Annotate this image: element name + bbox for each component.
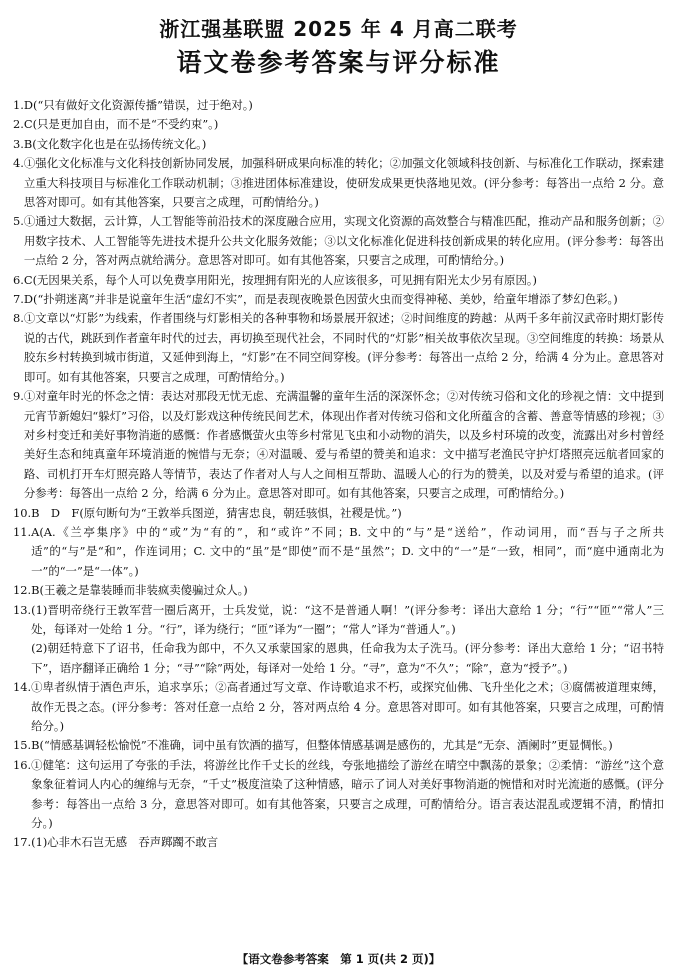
answer-paragraph: (1)心非木石岂无感 吞声踯躅不敢言 <box>31 835 219 850</box>
answer-paragraph: (2)朝廷特意下了诏书，任命我为郎中，不久又承蒙国家的恩典，任命我为太子洗马。(评分参考：译出大意给 1 分；“诏书特下”，语序翻译正确给 1 分；“寻”“除”两处，每译对一处给 1 分。“寻”，意为“不久”；“除”，意为“授予”。) <box>31 641 664 675</box>
answer-paragraph: ①强化文化标准与文化科技创新协同发展，加强科研成果向标准的转化；②加强文化领域科技创新、与标准化工作联动，探索建立重大科技项目与标准化工作联动机制；③推进团体标准建设，使研发成果更快落地见效。(评分参考：每答出一点给 2 分。意思答对即可。如有其他答案，只要言之成理，可酌情给分。) <box>23 156 664 210</box>
answer-number: 1. <box>13 98 24 112</box>
answer-paragraph: ①对童年时光的怀念之情：表达对那段无忧无虑、充满温馨的童年生活的深深怀念；②对传统习俗和文化的珍视之情：文中提到元宵节新媳妇“躲灯”习俗，以及灯影戏这种传统民间艺术，体现出作者对传统习俗和文化所蕴含的含蓄、善意等情感的珍视；③对乡村变迁和美好事物消逝的感慨：作者感慨萤火虫等乡村常见飞虫和小动物的消失，以及乡村环境的改变，流露出对乡村曾经美好生态和纯真童年环境消逝的惋惜与无奈；④对温暖、爱与希望的赞美和追求：文中描写老渔民守护灯塔照亮远航者回家的路、司机打开车灯照亮路人等情节，表达了作者对人与人之间相互帮助、温暖人心的行为的赞美，以及对爱与希望的追求。(评分参考：每答出一点给 2 分，给满 6 分为止。意思答对即可。如有其他答案，只要言之成理，可酌情给分。) <box>23 389 664 501</box>
answer-number: 5. <box>13 214 24 229</box>
answer-number: 12. <box>13 583 32 598</box>
answer-paragraph: (1)晋明帝绕行王敦军营一圈后离开，士兵发觉，说：“这不是普通人啊！”(评分参考：译出大意给 1 分；“行”“匝”“常人”三处，每译对一处给 1 分。“行”，译为绕行；“匝”译为“一圈”；“常人”译为“普通人”。) <box>31 602 664 636</box>
answer-list <box>13 96 664 853</box>
answer-number: 4. <box>13 156 24 171</box>
answer-number: 16. <box>13 757 32 772</box>
answer-number: 11. <box>13 524 32 539</box>
answer-text <box>24 290 664 309</box>
answer-text <box>24 154 664 212</box>
answer-text <box>24 387 664 503</box>
answer-paragraph: C(无因果关系，每个人可以免费享用阳光，按理拥有阳光的人应该很多，可见拥有阳光太少另有原因。) <box>23 272 537 287</box>
answer-text <box>31 756 664 834</box>
answer-paragraph: A(A.《兰亭集序》中的“或”为“有的”，和“或许”不同；B. 文中的“与”是“送给”，作动词用，而“吾与子之所共适”的“与”是“和”，作连词用；C. 文中的“虽”是“即使”而不是“虽然”；D. 文中的“一”是“一致，相同”，而“庭中通南北为一”的“一”是“一体”。) <box>31 524 664 578</box>
page-header <box>13 16 664 80</box>
answer-number: 7. <box>13 292 24 307</box>
answer-item <box>13 135 664 154</box>
answer-paragraph: B(王羲之是靠装睡而非装疯卖傻骗过众人。) <box>31 583 248 598</box>
answer-item <box>13 271 664 290</box>
answer-text <box>31 504 664 523</box>
answer-text <box>31 523 664 581</box>
answer-paragraph: B(文化数字化也是在弘扬传统文化。) <box>23 136 207 151</box>
answer-text <box>24 96 664 115</box>
answer-key-page <box>0 16 677 978</box>
answer-item <box>13 504 664 523</box>
answer-number: 15. <box>13 738 32 753</box>
answer-item <box>13 290 664 309</box>
answer-item <box>13 387 664 503</box>
answer-text <box>31 736 664 755</box>
answer-number: 9. <box>13 389 24 404</box>
answer-paragraph: B(“情感基调轻松愉悦”不准确，词中虽有饮酒的描写，但整体情感基调是感伤的，尤其是“无奈、酒阑时”更显惆怅。) <box>31 738 613 753</box>
answer-text <box>31 601 664 679</box>
answer-text <box>24 135 664 154</box>
exam-title: 浙江强基联盟 2025 年 4 月高二联考 <box>159 17 518 41</box>
answer-item <box>13 212 664 270</box>
answer-number: 13. <box>13 602 32 617</box>
answer-item <box>13 154 664 212</box>
answer-number: 6. <box>13 272 24 287</box>
answer-text <box>24 309 664 387</box>
answer-item <box>13 581 664 600</box>
answer-number: 3. <box>13 136 24 151</box>
answer-item <box>13 736 664 755</box>
answer-number: 14. <box>13 680 32 695</box>
answer-number: 10. <box>13 505 32 520</box>
answer-paragraph: ①文章以“灯影”为线索，作者围绕与灯影相关的各种事物和场景展开叙述；②时间维度的跨越：从两千多年前汉武帝时期灯影传说的古代，跳跃到作者童年时代的过去，再切换至现代社会，不同时代的“灯影”相关故事依次呈现。③空间维度的转换：场景从胶东乡村转换到城市街道，又延伸到海上，“灯影”在不同空间穿梭。(评分参考：每答出一点给 2 分，给满 4 分为止。意思答对即可。如有其他答案，只要言之成理，可酌情给分。) <box>23 311 664 384</box>
answer-number: 2. <box>13 117 24 132</box>
answer-paragraph: C(只是更加自由，而不是“不受约束”。) <box>23 117 219 132</box>
answer-paragraph: ①健笔：这句运用了夸张的手法，将游丝比作千丈长的丝线，夸张地描绘了游丝在晴空中飘荡的景象；②柔情：“游丝”这个意象象征着词人内心的缠绵与无奈，“千丈”极度渲染了这种情感，暗示了词人对美好事物消逝的惋惜和对时光流逝的感慨。(评分参考：每答出一点给 3 分，意思答对即可。如有其他答案，只要言之成理，可酌情给分。语言表达混乱或逻辑不清，酌情扣分。) <box>31 757 664 831</box>
answer-text <box>24 271 664 290</box>
answer-item <box>13 96 664 115</box>
answer-item <box>13 115 664 134</box>
answer-number: 8. <box>13 311 24 326</box>
answer-item <box>13 833 664 852</box>
answer-item <box>13 756 664 834</box>
answer-text <box>24 212 664 270</box>
answer-paragraph: B D F(原句断句为“王敦举兵图逆，猜害忠良，朝廷骇惧，社稷是忧。”) <box>31 505 402 520</box>
answer-text <box>31 833 664 852</box>
answer-item <box>13 601 664 679</box>
answer-paragraph: D(“只有做好文化资源传播”错误，过于绝对。) <box>23 98 253 112</box>
answer-number: 17. <box>13 835 32 850</box>
answer-paragraph: ①通过大数据，云计算，人工智能等前沿技术的深度融合应用，实现文化资源的高效整合与精准匹配，推动产品和服务创新；②用数字技术、人工智能等先进技术提升公共文化服务效能；③以文化标准化促进科技创新成果的转化应用。(评分参考：每答出一点给 2 分，答对两点就给满分。意思答对即可。如有其他答案，只要言之成理，可酌情给分。) <box>23 214 664 268</box>
answer-paragraph: D(“扑朔迷离”并非是说童年生活“虚幻不实”，而是表现夜晚景色因萤火虫而变得神秘、美妙，给童年增添了梦幻色彩。) <box>23 292 618 307</box>
answer-item <box>13 309 664 387</box>
answer-item <box>13 523 664 581</box>
document-title: 语文卷参考答案与评分标准 <box>176 48 501 77</box>
answer-text <box>31 678 664 736</box>
answer-text <box>31 581 664 600</box>
answer-text <box>24 115 664 134</box>
page-footer: 【语文卷参考答案 第 1 页(共 2 页)】 <box>236 952 441 966</box>
answer-item <box>13 678 664 736</box>
answer-paragraph: ①卑者纵情于酒色声乐，追求享乐；②高者通过写文章、作诗歌追求不朽，或探究仙佛、飞升坐化之术；③腐儒被道理束缚，故作无畏之态。(评分参考：答对任意一点给 2 分，答对两点给 4 分。意思答对即可。如有其他答案，只要言之成理，可酌情给分。) <box>31 680 664 733</box>
